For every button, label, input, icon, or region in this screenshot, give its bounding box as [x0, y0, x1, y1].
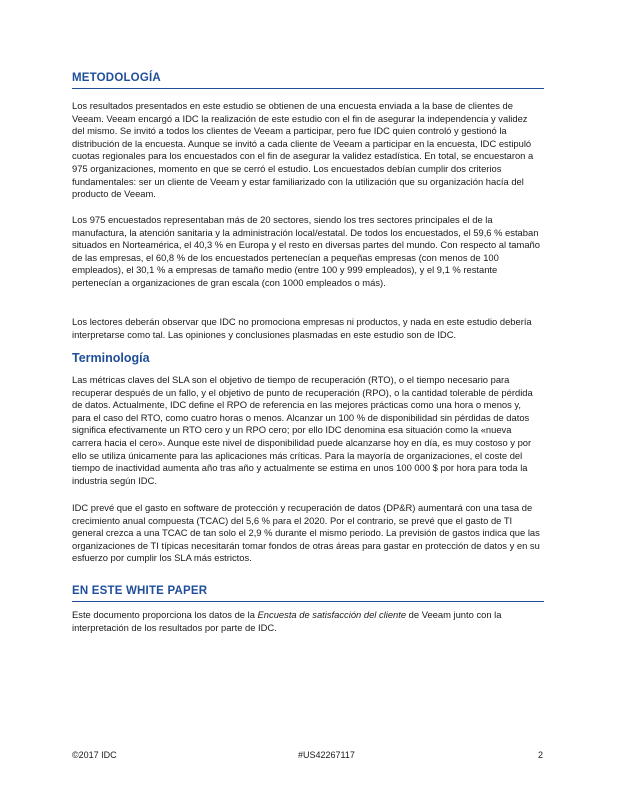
metodologia-paragraph-1: Los resultados presentados en este estudio se obtienen de una encuesta enviada a la base de clientes de Veeam. Veeam encargó a IDC la realización de este estudio con el fin de asegurar la independencia y validez del mismo. Se invitó a todos los clientes de Veeam a participar, pero fue IDC quien controló y gestionó la distribución de la encuesta. Aunque se invitó a cada cliente de Veeam a participar en la encuesta, IDC estipuló cuotas regionales para los encuestados con el fin de asegurar la validez estadística. En total, se encuestaron a 975 organizaciones, momento en que se cerró el estudio. Los encuestados debían cumplir dos criterios fundamentales: ser un cliente de Veeam y estar familiarizado con la utilización que su organización hacía del producto de Veeam. — [72, 100, 534, 200]
footer-copyright: ©2017 IDC — [72, 750, 117, 760]
white-paper-text-end: de Veeam junto con la interpretación de los resultados por parte de IDC. — [72, 609, 502, 633]
white-paper-paragraph — [72, 609, 542, 634]
footer-page-number: 2 — [538, 750, 544, 760]
terminologia-paragraph-1: Las métricas claves del SLA son el objetivo de tiempo de recuperación (RTO), o el tiempo necesario para recuperar después de un fallo, y el objetivo de punto de recuperación (RPO), o la cantidad tolerable de pérdida de datos. Actualmente, IDC define el RPO de referencia en las mejores prácticas como una hora o menos y, para el caso del RTO, como cuatro horas o menos. Alcanzar un 100 % de disponibilidad sin pérdidas de datos significa efectivamente un RTO cero y un RPO cero; por ello IDC denomina esa situación como la «nueva carrera hacia el cero». Aunque este nivel de disponibilidad puede alcanzarse hoy en día, es muy costoso y por ello se utiliza únicamente para las aplicaciones más críticas. Para la mayoría de organizaciones, el coste del tiempo de inactividad aumenta año tras año y actualmente se estima en unos 100 000 $ por hora para toda la industria según IDC. — [72, 374, 533, 486]
white-paper-text-start: Este documento proporciona los datos de la — [72, 609, 258, 620]
section-title-metodologia: METODOLOGÍA — [72, 72, 161, 84]
metodologia-paragraph-2: Los 975 encuestados representaban más de 20 sectores, siendo los tres sectores principales el de la manufactura, la atención sanitaria y la administración local/estatal. De todos los encuestados, el 59,6 % estaban situados en Norteamérica, el 40,3 % en Europa y el resto en diversas partes del mundo. Con respecto al tamaño de las empresas, el 60,8 % de los encuestados pertenecían a pequeñas empresas (con menos de 100 empleados), el 30,1 % a empresas de tamaño medio (entre 100 y 999 empleados), y el 9,1 % restante pertenecían a organizaciones de gran escala (con 1000 empleados o más). — [72, 214, 540, 288]
footer-document-id: #US42267117 — [298, 750, 355, 760]
section-title-terminologia: Terminología — [72, 351, 150, 365]
terminologia-paragraph-2: IDC prevé que el gasto en software de protección y recuperación de datos (DP&R) aumentará con una tasa de crecimiento anual compuesta (TCAC) del 5,6 % para el 2020. Por el contrario, se prevé que el gasto de TI general crezca a una TCAC de tan solo el 2,9 % durante el mismo periodo. La previsión de gastos indica que las organizaciones de TI típicas necesitarán tomar fondos de otras áreas para gastar en protección de datos y en su esfuerzo por cumplir los SLA más estrictos. — [72, 502, 540, 564]
section-divider — [72, 601, 544, 602]
section-title-white-paper: EN ESTE WHITE PAPER — [72, 585, 208, 597]
survey-title: Encuesta de satisfacción del cliente — [257, 609, 407, 620]
section-divider — [72, 88, 544, 89]
metodologia-paragraph-3: Los lectores deberán observar que IDC no promociona empresas ni productos, y nada en este estudio debería interpretarse como tal. Las opiniones y conclusiones plasmadas en este estudio son de IDC. — [72, 316, 532, 340]
